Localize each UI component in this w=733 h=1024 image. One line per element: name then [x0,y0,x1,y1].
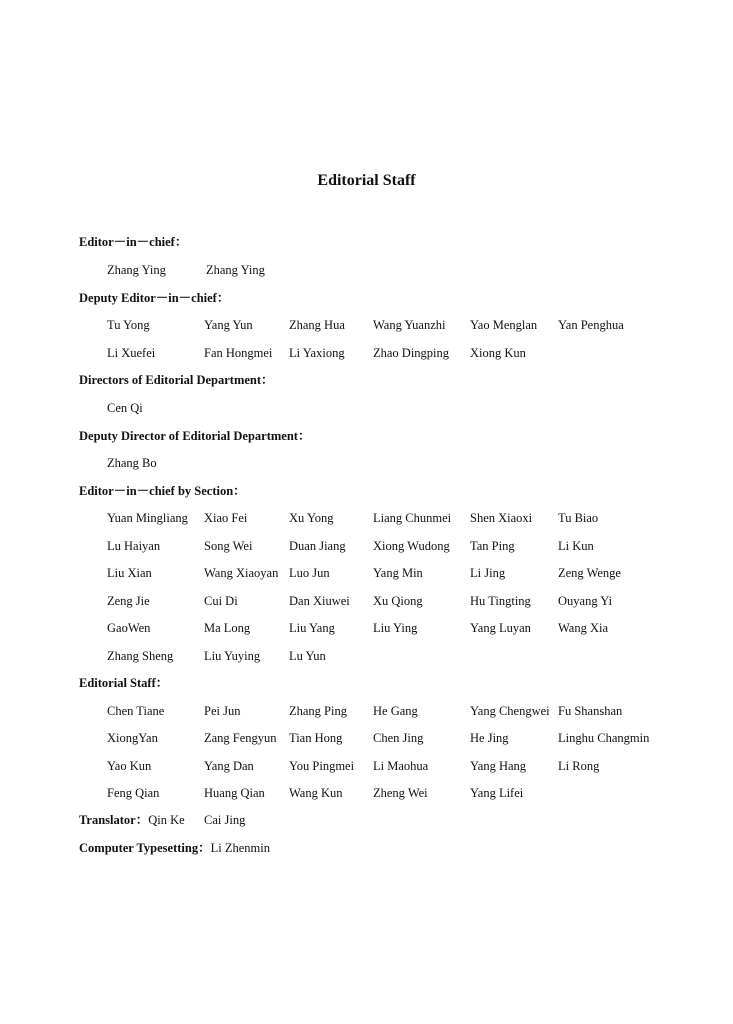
staff-name: Tu Yong [107,318,150,332]
staff-name: Yang Min [373,566,423,580]
staff-name: Zheng Wei [373,786,428,800]
staff-name: Feng Qian [107,786,160,800]
staff-name: Linghu Changmin [558,731,650,745]
staff-name: Zhang Hua [289,318,345,332]
staff-name: Wang Xiaoyan [204,566,279,580]
name-row [0,812,733,828]
name-row [0,730,733,746]
staff-name: Xu Yong [289,511,334,525]
name-row [0,317,733,333]
staff-name: Song Wei [204,539,253,553]
staff-name: Yang Chengwei [470,704,550,718]
staff-name: Yang Yun [204,318,253,332]
staff-name: Cai Jing [204,813,246,827]
staff-name: Zhang Ping [289,704,347,718]
name-row [0,345,733,361]
staff-name: Huang Qian [204,786,265,800]
staff-name: Tu Biao [558,511,599,525]
staff-name: Fu Shanshan [558,704,623,718]
staff-name: Zang Fengyun [204,731,277,745]
staff-name: Yuan Mingliang [107,511,188,525]
staff-name: Li Zhenmin [210,841,270,855]
staff-name: Liang Chunmei [373,511,452,525]
staff-name: Duan Jiang [289,539,346,553]
staff-name: Zhang Sheng [107,649,174,663]
staff-name: Tan Ping [470,539,515,553]
staff-name: Zhang Bo [107,456,157,470]
staff-name: Zhao Dingping [373,346,450,360]
staff-name: Li Jing [470,566,506,580]
name-row [0,758,733,774]
name-row [0,703,733,719]
staff-name: You Pingmei [289,759,355,773]
staff-name: Cui Di [204,594,238,608]
staff-name: Li Maohua [373,759,429,773]
section-editor-in-chief-by-section: Editor－in－chief by Section： [79,484,246,498]
staff-name: Yan Penghua [558,318,624,332]
staff-name: Yang Lifei [470,786,524,800]
staff-name: Hu Tingting [470,594,531,608]
staff-name: Pei Jun [204,704,241,718]
staff-name: Luo Jun [289,566,330,580]
staff-name: Cen Qi [107,401,143,415]
staff-name: Yang Hang [470,759,527,773]
name-row [0,620,733,636]
name-row [0,400,733,416]
staff-name: Wang Kun [289,786,343,800]
staff-name: Lu Haiyan [107,539,161,553]
name-row [0,785,733,801]
section-deputy-editor-in-chief: Deputy Editor－in－chief： [79,291,230,305]
staff-name: Yang Dan [204,759,254,773]
name-row [0,538,733,554]
staff-name: Zhang Ying [206,263,265,277]
staff-name: Yao Menglan [470,318,538,332]
staff-name: Xu Qiong [373,594,423,608]
staff-name: He Jing [470,731,509,745]
staff-name: Chen Tiane [107,704,165,718]
section-editorial-staff: Editorial Staff： [79,676,169,690]
staff-name: XiongYan [107,731,158,745]
staff-name: Shen Xiaoxi [470,511,533,525]
section-deputy-director-editorial-department: Deputy Director of Editorial Department： [79,429,311,443]
staff-name: Ouyang Yi [558,594,613,608]
name-row [0,262,733,278]
staff-name: Zeng Jie [107,594,150,608]
staff-name: Li Xuefei [107,346,156,360]
staff-name: Ma Long [204,621,251,635]
name-row [0,565,733,581]
section-editor-in-chief: Editor－in－chief： [79,235,188,249]
staff-name: Zhang Ying [107,263,166,277]
translator-label: Translator： [79,813,149,827]
staff-name: Zeng Wenge [558,566,621,580]
typesetting-label: Computer Typesetting： [79,841,211,855]
staff-name: Xiao Fei [204,511,248,525]
staff-name: Liu Yuying [204,649,261,663]
staff-name: Dan Xiuwei [289,594,350,608]
staff-name: Wang Yuanzhi [373,318,446,332]
staff-name: He Gang [373,704,418,718]
name-row [0,593,733,609]
staff-name: Yao Kun [107,759,152,773]
staff-name: Lu Yun [289,649,326,663]
staff-name: Liu Xian [107,566,152,580]
staff-name: Wang Xia [558,621,609,635]
page-title: Editorial Staff [317,172,416,189]
staff-name: Liu Yang [289,621,335,635]
staff-name: GaoWen [107,621,151,635]
staff-name: Yang Luyan [470,621,531,635]
name-row [0,510,733,526]
staff-name: Xiong Wudong [373,539,450,553]
staff-name: Li Kun [558,539,594,553]
staff-name: Tian Hong [289,731,343,745]
name-row [0,648,733,664]
staff-name: Qin Ke [148,813,185,827]
staff-name: Li Yaxiong [289,346,345,360]
staff-name: Chen Jing [373,731,424,745]
staff-name: Li Rong [558,759,600,773]
section-computer-typesetting [79,840,270,856]
section-directors-editorial-department: Directors of Editorial Department： [79,373,274,387]
name-row [0,455,733,471]
staff-name: Fan Hongmei [204,346,273,360]
staff-name: Xiong Kun [470,346,526,360]
staff-name: Liu Ying [373,621,418,635]
